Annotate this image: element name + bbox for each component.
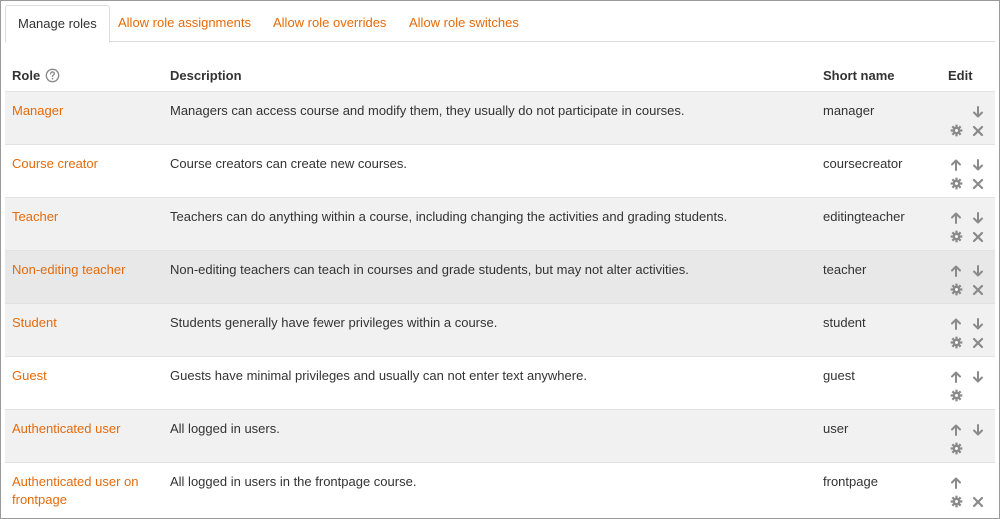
gear-icon[interactable]: [950, 495, 964, 509]
role-link[interactable]: Teacher: [12, 209, 59, 224]
role-description: Guests have minimal privileges and usually can not enter text anywhere.: [170, 368, 587, 383]
gear-icon[interactable]: [950, 177, 964, 191]
table-row: [5, 462, 995, 515]
tab-manage-roles[interactable]: Manage roles: [5, 5, 110, 43]
role-link[interactable]: Student: [12, 315, 57, 330]
table-row: [5, 91, 995, 144]
role-short-name: editingteacher: [823, 209, 905, 224]
gear-icon[interactable]: [950, 124, 964, 138]
arrow-up-icon[interactable]: [949, 370, 963, 384]
arrow-up-icon[interactable]: [949, 158, 963, 172]
arrow-down-icon[interactable]: [971, 211, 985, 225]
header-role-label: Role: [12, 68, 41, 83]
gear-icon[interactable]: [950, 336, 964, 350]
arrow-up-icon[interactable]: [949, 317, 963, 331]
delete-icon[interactable]: [971, 124, 985, 138]
role-link[interactable]: Guest: [12, 368, 47, 383]
role-description: Non-editing teachers can teach in courses and grade students, but may not alter activities.: [170, 262, 689, 277]
gear-icon[interactable]: [950, 389, 964, 403]
tab-allow-role-overrides[interactable]: Allow role overrides: [273, 15, 387, 30]
role-description: Students generally have fewer privileges within a course.: [170, 315, 498, 330]
role-link[interactable]: Non-editing teacher: [12, 262, 126, 277]
role-description: All logged in users in the frontpage course.: [170, 474, 417, 489]
arrow-up-icon[interactable]: [949, 264, 963, 278]
table-row: [5, 197, 995, 250]
gear-icon[interactable]: [950, 442, 964, 456]
arrow-up-icon[interactable]: [949, 476, 963, 490]
role-description: Managers can access course and modify them, they usually do not participate in courses.: [170, 103, 685, 118]
role-link[interactable]: Course creator: [12, 156, 98, 171]
tab-allow-role-assignments[interactable]: Allow role assignments: [118, 15, 251, 30]
header-edit: Edit: [948, 68, 973, 83]
tab-bar: [5, 5, 995, 42]
table-row: [5, 303, 995, 356]
role-short-name: user: [823, 421, 849, 436]
role-description: Teachers can do anything within a course, including changing the activities and grading students.: [170, 209, 728, 224]
question-circle-icon[interactable]: [45, 68, 60, 86]
gear-icon[interactable]: [950, 283, 964, 297]
delete-icon[interactable]: [971, 230, 985, 244]
arrow-down-icon[interactable]: [971, 370, 985, 384]
gear-icon[interactable]: [950, 230, 964, 244]
table-row: [5, 356, 995, 409]
role-description: Course creators can create new courses.: [170, 156, 407, 171]
role-link[interactable]: Authenticated user on frontpage: [12, 474, 139, 507]
header-short-name: Short name: [823, 68, 895, 83]
delete-icon[interactable]: [971, 495, 985, 509]
delete-icon[interactable]: [971, 177, 985, 191]
table-header: [5, 61, 995, 91]
arrow-down-icon[interactable]: [971, 264, 985, 278]
role-short-name: teacher: [823, 262, 867, 277]
role-short-name: student: [823, 315, 866, 330]
role-short-name: frontpage: [823, 474, 878, 489]
arrow-down-icon[interactable]: [971, 105, 985, 119]
role-short-name: coursecreator: [823, 156, 903, 171]
role-link[interactable]: Manager: [12, 103, 64, 118]
arrow-down-icon[interactable]: [971, 158, 985, 172]
arrow-down-icon[interactable]: [971, 317, 985, 331]
arrow-up-icon[interactable]: [949, 211, 963, 225]
header-role: [12, 68, 60, 86]
role-short-name: guest: [823, 368, 855, 383]
table-row: [5, 409, 995, 462]
arrow-down-icon[interactable]: [971, 423, 985, 437]
role-short-name: manager: [823, 103, 875, 118]
role-description: All logged in users.: [170, 421, 280, 436]
table-row: [5, 250, 995, 303]
table-row: [5, 144, 995, 197]
header-description: Description: [170, 68, 242, 83]
role-link[interactable]: Authenticated user: [12, 421, 121, 436]
delete-icon[interactable]: [971, 336, 985, 350]
arrow-up-icon[interactable]: [949, 423, 963, 437]
tab-allow-role-switches[interactable]: Allow role switches: [409, 15, 519, 30]
delete-icon[interactable]: [971, 283, 985, 297]
